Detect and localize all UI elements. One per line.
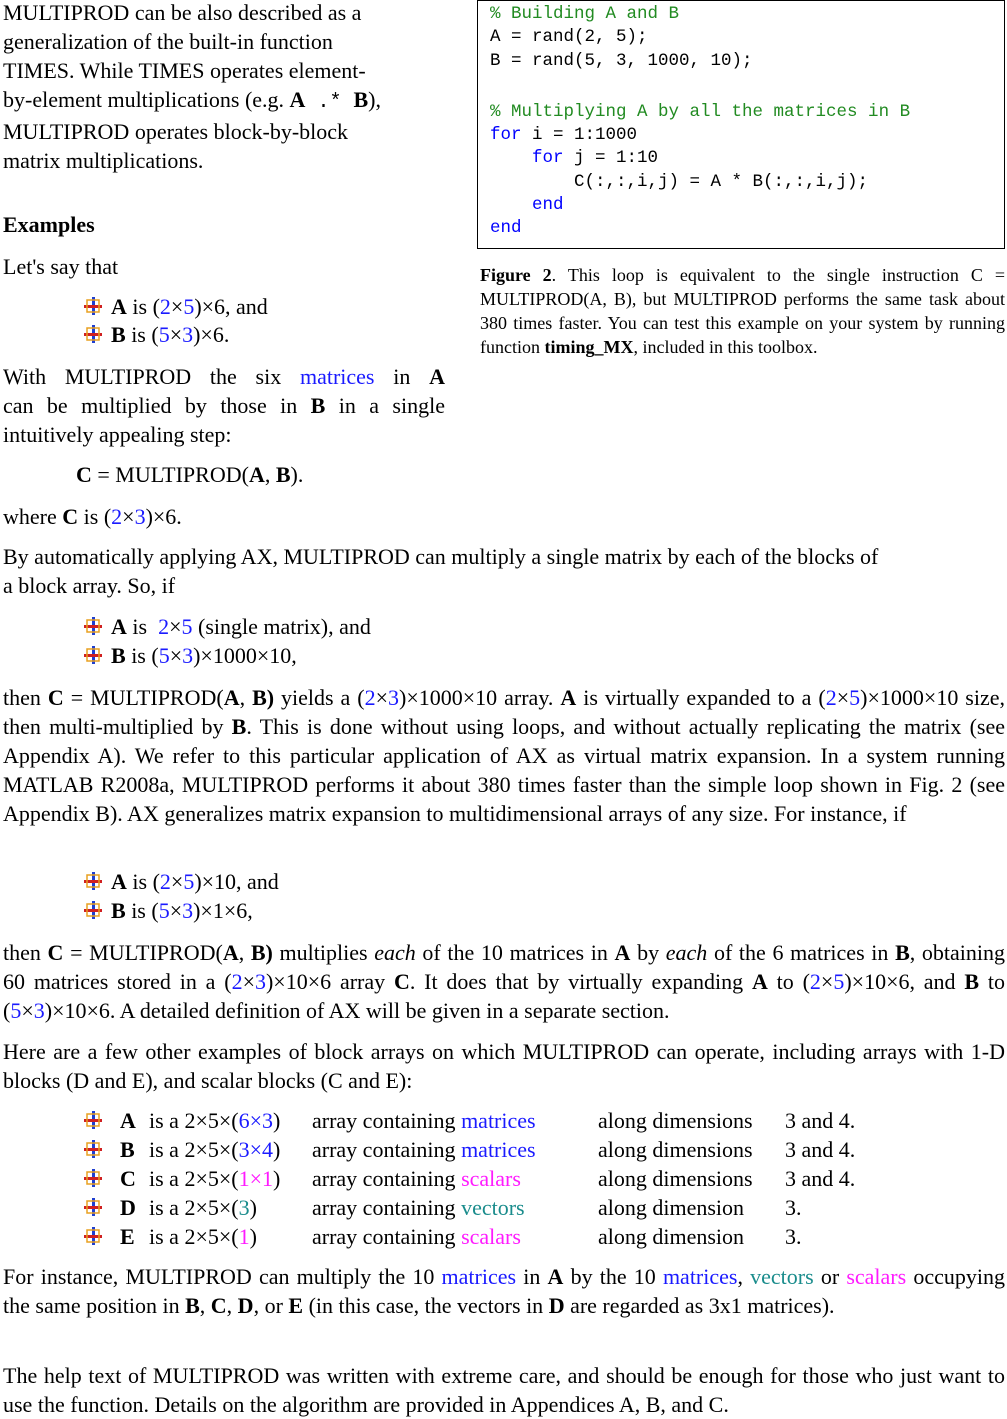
var: B <box>111 643 126 668</box>
text: , <box>264 462 276 487</box>
keyword: end <box>490 218 522 239</box>
var: B) <box>252 685 275 710</box>
emphasis: each <box>374 940 416 965</box>
num: 3 <box>33 998 45 1023</box>
times: × <box>836 685 850 710</box>
var: C <box>76 462 92 487</box>
intro-line: generalization of the built-in function <box>3 29 333 54</box>
text: , obtaining 60 matrices stored in a ( <box>3 940 1006 994</box>
text: of the 10 matrices in <box>415 940 615 965</box>
matrices-link: matrices <box>299 364 375 389</box>
text: )×1000×10, <box>193 643 297 668</box>
text: is ( <box>125 643 159 668</box>
var: E <box>288 1293 304 1318</box>
text: array containing <box>312 1137 462 1162</box>
var: B <box>185 1293 200 1318</box>
text: , <box>737 1264 751 1289</box>
num: 6 <box>238 1108 250 1133</box>
num: 1 <box>238 1224 250 1249</box>
var: C <box>393 969 410 994</box>
table-row-along: along dimension <box>598 1224 745 1249</box>
vectors-link: vectors <box>750 1264 814 1289</box>
virtual-expansion-paragraph <box>3 683 1005 828</box>
function-name: timing_MX <box>544 337 634 357</box>
text: is ( <box>78 504 112 529</box>
text: = MULTIPROD( <box>91 462 249 487</box>
table-row-dims: 3 and 4. <box>785 1166 856 1191</box>
text: are regarded as 3x1 matrices). <box>564 1293 835 1318</box>
times: × <box>820 969 834 994</box>
examples-heading: Examples <box>3 212 95 237</box>
keyword: for <box>490 125 522 146</box>
intro-paragraph <box>3 0 443 175</box>
times: × <box>375 685 389 710</box>
num: 2 <box>158 614 170 639</box>
kind-link: matrices <box>461 1137 536 1162</box>
table-row-name <box>120 1193 136 1222</box>
times: × <box>169 614 182 639</box>
line <box>3 391 445 420</box>
text: )×10, and <box>194 869 279 894</box>
text: )×1000×10 array. <box>399 685 561 710</box>
text: where <box>3 504 63 529</box>
blank-line <box>490 78 1004 101</box>
op: .* <box>305 91 354 114</box>
table-row-dims: 3 and 4. <box>785 1108 856 1133</box>
bullet-item <box>83 867 279 896</box>
text: )×10×6 array <box>265 969 394 994</box>
var: C <box>47 940 64 965</box>
kind-link: matrices <box>461 1108 536 1133</box>
var: A <box>560 685 577 710</box>
var: B <box>111 322 126 347</box>
bullet-item <box>83 320 229 349</box>
var-a: A <box>289 87 306 112</box>
matrices-link: matrices <box>662 1264 738 1289</box>
text: (in this case, the vectors in <box>303 1293 549 1318</box>
text: in <box>374 364 430 389</box>
code-line: % Building A and B <box>490 4 680 24</box>
text: is a 2×5×( <box>149 1224 239 1249</box>
num: 5 <box>158 643 170 668</box>
var: B) <box>250 940 273 965</box>
table-row-name <box>120 1106 136 1135</box>
var: B <box>231 714 247 739</box>
table-row-name <box>120 1135 135 1164</box>
intro-line: matrix multiplications. <box>3 148 204 173</box>
text: yields a ( <box>274 685 365 710</box>
examples-lead: Let's say that <box>3 254 119 279</box>
bullet-icon <box>83 1137 103 1157</box>
text: is a 2×5×( <box>149 1195 239 1220</box>
text: = MULTIPROD( <box>63 940 223 965</box>
intro-line: MULTIPROD can be also described as a <box>3 0 362 25</box>
code-line: % Multiplying A by all the matrices in B <box>490 101 911 122</box>
text: by <box>630 940 666 965</box>
text: can be multiplied by those in <box>3 393 311 418</box>
text: array containing <box>312 1195 462 1220</box>
bullet-icon <box>83 614 103 634</box>
var: A <box>248 462 265 487</box>
text: )×6. <box>145 504 182 529</box>
times: × <box>170 294 184 319</box>
table-row-dims: 3 and 4. <box>785 1137 856 1162</box>
text: , <box>239 685 253 710</box>
text: by the 10 <box>563 1264 663 1289</box>
table-row-bullet <box>83 1135 111 1164</box>
for-instance-paragraph <box>3 1262 1005 1320</box>
text: is a 2×5×( <box>149 1108 239 1133</box>
num: 3 <box>182 898 194 923</box>
code-line <box>490 124 1004 147</box>
text: , or <box>253 1293 289 1318</box>
num: 3 <box>254 969 266 994</box>
var: C <box>120 1166 136 1191</box>
var: B <box>895 940 910 965</box>
keyword: for <box>532 148 564 169</box>
var: B <box>310 393 326 418</box>
num: 2 <box>231 969 243 994</box>
num: 2 <box>809 969 821 994</box>
text: ), <box>368 87 381 112</box>
var: B <box>120 1137 135 1162</box>
where-line <box>3 502 182 531</box>
text: is ( <box>125 322 159 347</box>
times: × <box>170 869 184 894</box>
text: ) <box>249 1195 257 1220</box>
times: × <box>242 969 255 994</box>
text: is a 2×5×( <box>149 1166 239 1191</box>
num: 5 <box>183 869 195 894</box>
var: A <box>614 940 631 965</box>
table-row-contents <box>312 1193 525 1222</box>
num: 5 <box>158 322 170 347</box>
table-row-bullet <box>83 1106 111 1135</box>
times: × <box>169 322 183 347</box>
bullet-item <box>83 612 371 641</box>
table-row-contents <box>312 1106 536 1135</box>
line: intuitively appealing step: <box>3 422 232 447</box>
table-row-bullet <box>83 1193 111 1222</box>
table-row-bullet <box>83 1222 111 1251</box>
times: × <box>249 1137 263 1162</box>
num: 5 <box>158 898 170 923</box>
text: array containing <box>312 1224 462 1249</box>
kind-link: scalars <box>461 1166 521 1191</box>
bullet-item <box>83 292 268 321</box>
caption-text: . This loop is equivalent to the single instruction C = MULTIPROD(A, B), but MULTIPROD performs the same task about 380 times faster. You can test this example on your system by running function <box>480 265 1005 357</box>
text: ) <box>249 1224 257 1249</box>
table-row-contents <box>312 1164 521 1193</box>
text: ) <box>273 1166 281 1191</box>
var: A <box>547 1264 564 1289</box>
text: in a single <box>325 393 445 418</box>
text: , <box>238 940 251 965</box>
table-row-size <box>149 1193 257 1222</box>
caption-text: , included in this toolbox. <box>633 337 818 357</box>
text: ). <box>290 462 304 487</box>
num: 3 <box>388 685 400 710</box>
var: A <box>429 364 445 389</box>
text: . This is done without using loops, and without actually replicating the matrix (see Appendix A). We refer to this particular application of AX as virtual matrix expansion. In a system running MATLAB R2008a, MULTIPROD performs it about 380 times faster than the simple loop shown in Fig. 2 (see Appendix B). AX generalizes matrix expansion to multidimensional arrays of any size. For instance, if <box>3 714 1005 826</box>
text: multiplies <box>272 940 375 965</box>
num: 5 <box>833 969 845 994</box>
num: 3 <box>238 1195 250 1220</box>
num: 5 <box>183 294 195 319</box>
var: C <box>62 504 79 529</box>
table-row-contents <box>312 1222 521 1251</box>
text: is ( <box>126 294 160 319</box>
line <box>3 362 445 391</box>
num: 3 <box>182 643 194 668</box>
times: × <box>169 898 183 923</box>
code-text: j = 1:10 <box>563 148 659 169</box>
times: × <box>122 504 135 529</box>
text: . It does that by virtually expanding <box>409 969 752 994</box>
bullet-icon <box>83 294 103 314</box>
intro-line: TIMES. While TIMES operates element- <box>3 58 366 83</box>
text: )×10×6, and <box>844 969 965 994</box>
text: is virtually expanded to a ( <box>576 685 826 710</box>
figure-caption <box>480 263 1005 359</box>
table-row-name <box>120 1222 135 1251</box>
bullet-icon <box>83 1166 103 1186</box>
six-matrices-paragraph <box>3 362 445 449</box>
text: is <box>126 614 159 639</box>
table-row-size <box>149 1164 280 1193</box>
table-row-along: along dimensions <box>598 1108 753 1133</box>
text: )×10×6. A detailed definition of AX will be given in a separate section. <box>44 998 670 1023</box>
help-paragraph: The help text of MULTIPROD was written with extreme care, and should be enough for those who just want to use the function. Details on the algorithm are provided in Appendices A, B, and C. <box>3 1363 1005 1417</box>
bullet-icon <box>83 643 103 663</box>
caption-label: Figure 2 <box>480 265 552 285</box>
text: , <box>226 1293 238 1318</box>
var: A <box>751 969 768 994</box>
times: × <box>21 998 34 1023</box>
bullet-icon <box>83 322 103 342</box>
matrices-link: matrices <box>441 1264 517 1289</box>
table-row-dims: 3. <box>785 1195 802 1220</box>
text: )×1×6, <box>193 898 253 923</box>
code-line <box>490 171 1004 194</box>
code-listing <box>477 0 1005 249</box>
num: 1 <box>262 1166 274 1191</box>
table-row-along: along dimension <box>598 1195 745 1220</box>
table-row-size <box>149 1222 257 1251</box>
text: ) <box>273 1137 281 1162</box>
text: by-element multiplications (e.g. <box>3 87 290 112</box>
text: )×6. <box>193 322 230 347</box>
var: A <box>111 869 127 894</box>
num: 1 <box>238 1166 250 1191</box>
var: A <box>120 1108 136 1133</box>
times: × <box>249 1166 263 1191</box>
text: is ( <box>125 898 159 923</box>
num: 5 <box>849 685 861 710</box>
bullet-icon <box>83 1108 103 1128</box>
text: to ( <box>767 969 810 994</box>
num: 3 <box>238 1137 250 1162</box>
text: occupying the same position in <box>3 1264 1005 1318</box>
var: A <box>111 294 127 319</box>
bullet-icon <box>83 1195 103 1215</box>
bullet-item <box>83 896 253 925</box>
var: A <box>111 614 127 639</box>
num: 3 <box>262 1108 274 1133</box>
var: D <box>120 1195 136 1220</box>
text: , <box>199 1293 211 1318</box>
text: For instance, MULTIPROD can multiply the 10 <box>3 1264 442 1289</box>
var: B <box>275 462 291 487</box>
line: By automatically applying AX, MULTIPROD can multiply a single matrix by each of the blocks of <box>3 544 879 569</box>
text: array containing <box>312 1108 462 1133</box>
num: 2 <box>825 685 837 710</box>
num: 2 <box>111 504 123 529</box>
bullet-icon <box>83 869 103 889</box>
var: D <box>548 1293 565 1318</box>
here-paragraph: Here are a few other examples of block arrays on which MULTIPROD can operate, including arrays with 1-D blocks (D and E), and scalar blocks (C and E): <box>3 1039 1005 1093</box>
num: 3 <box>182 322 194 347</box>
text: is ( <box>126 869 160 894</box>
table-row-contents <box>312 1135 536 1164</box>
var: B <box>111 898 126 923</box>
times: × <box>169 643 183 668</box>
num: 5 <box>10 998 22 1023</box>
var: B <box>964 969 980 994</box>
num: 3 <box>134 504 146 529</box>
text: or <box>813 1264 847 1289</box>
text: in <box>516 1264 548 1289</box>
code-text: C(:,:,i,j) = A * B(:,:,i,j); <box>574 171 869 192</box>
table-row-name <box>120 1164 136 1193</box>
text: (single matrix), and <box>192 614 371 639</box>
code-line: A = rand(2, 5); <box>490 27 648 48</box>
code-line <box>490 194 1004 217</box>
emphasis: each <box>665 940 708 965</box>
table-row-size <box>149 1106 280 1135</box>
code-line <box>490 217 1004 240</box>
code-line <box>490 147 1004 170</box>
num: 2 <box>364 685 376 710</box>
keyword: end <box>532 195 564 216</box>
var: C <box>210 1293 227 1318</box>
table-row-dims: 3. <box>785 1224 802 1249</box>
line: a block array. So, if <box>3 573 176 598</box>
text: )×1000×10 size, then multi-multiplied by <box>3 685 1005 739</box>
num: 4 <box>262 1137 274 1162</box>
formula <box>76 460 303 489</box>
num: 2 <box>159 869 171 894</box>
ax-paragraph <box>3 542 1005 600</box>
text: ) <box>273 1108 281 1133</box>
intro-line <box>3 85 443 117</box>
text: of the 6 matrices in <box>707 940 896 965</box>
var-b: B <box>353 87 369 112</box>
var: D <box>237 1293 254 1318</box>
num: 5 <box>181 614 193 639</box>
text: = MULTIPROD( <box>63 685 224 710</box>
bullet-icon <box>83 1224 103 1244</box>
code-text: i = 1:1000 <box>521 125 638 146</box>
table-row-along: along dimensions <box>598 1137 753 1162</box>
kind-link: scalars <box>461 1224 521 1249</box>
var: C <box>47 685 64 710</box>
scalars-link: scalars <box>846 1264 907 1289</box>
text: is a 2×5×( <box>149 1137 239 1162</box>
bullet-item <box>83 641 297 670</box>
table-row-along: along dimensions <box>598 1166 753 1191</box>
text: then <box>3 685 48 710</box>
table-row-size <box>149 1135 280 1164</box>
bullet-icon <box>83 898 103 918</box>
kind-link: vectors <box>461 1195 525 1220</box>
multiplies-each-paragraph <box>3 938 1005 1025</box>
text: to ( <box>3 969 1005 1023</box>
text: )×6, and <box>194 294 268 319</box>
code-line: B = rand(5, 3, 1000, 10); <box>490 50 753 71</box>
intro-line: MULTIPROD operates block-by-block <box>3 119 349 144</box>
num: 2 <box>159 294 171 319</box>
times: × <box>249 1108 263 1133</box>
text: With MULTIPROD the six <box>3 364 300 389</box>
var: A <box>222 940 239 965</box>
text: then <box>3 940 48 965</box>
text: array containing <box>312 1166 462 1191</box>
var: E <box>120 1224 135 1249</box>
var: A <box>223 685 240 710</box>
table-row-bullet <box>83 1164 111 1193</box>
